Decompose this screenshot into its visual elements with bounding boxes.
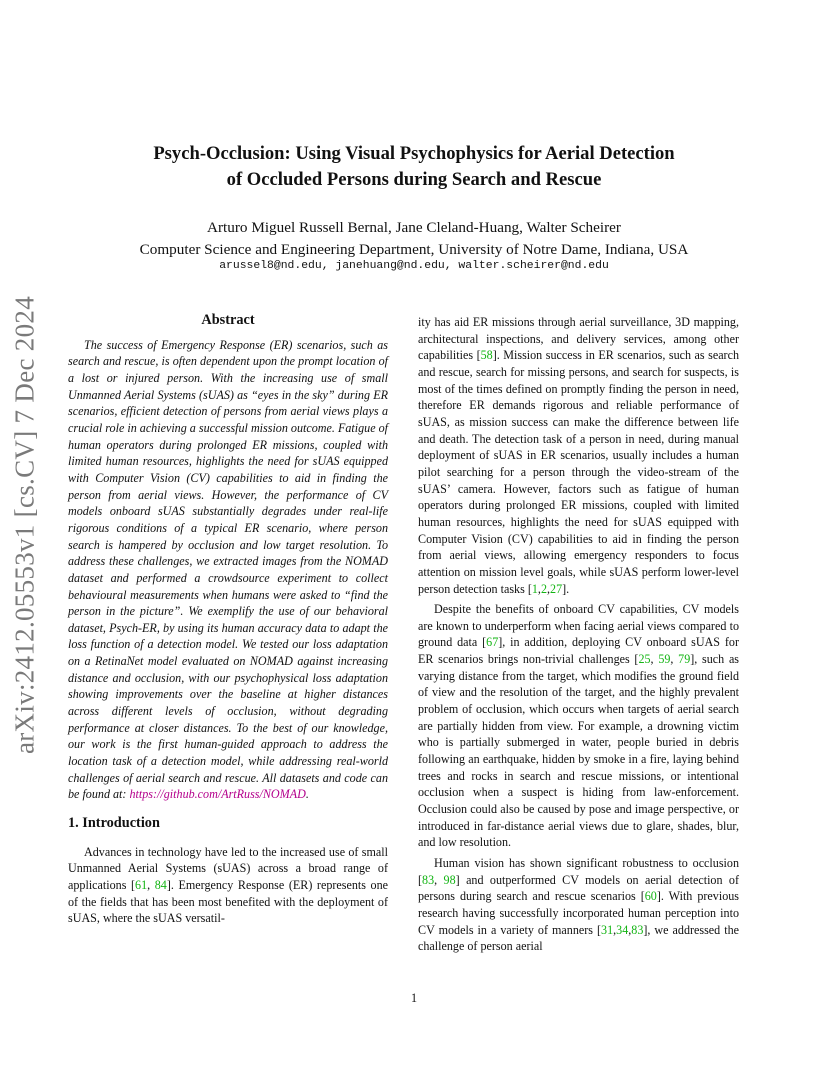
paper-title xyxy=(0,141,828,193)
paragraph-text: , xyxy=(650,652,659,667)
author-block xyxy=(0,217,828,261)
citation-link[interactable]: 25 xyxy=(638,652,651,667)
abstract-body xyxy=(68,337,388,803)
intro-p1-text: Advances in technology have led to the increased use of small Unmanned Aerial Systems (sUAS) across a broad range of applications [ xyxy=(68,844,388,892)
paragraph-text: ]. With previous research having successfully incorporated human perception into CV models in a variety of manners [ xyxy=(418,889,739,937)
citation-link[interactable]: 34 xyxy=(616,922,629,937)
paragraph-text: Human vision has shown significant robustness to occlusion [ xyxy=(418,856,739,887)
citation-link[interactable]: 98 xyxy=(443,872,456,887)
abstract-link-period: . xyxy=(305,787,309,802)
citation-link[interactable]: 59 xyxy=(658,652,671,667)
citation-link[interactable]: 67 xyxy=(486,635,499,650)
intro-paragraph-1 xyxy=(68,844,388,927)
intro-p1-text: ]. Emergency Response (ER) represents one of the fields that has been most benefited with the deployment of sUAS, where the sUAS versatil- xyxy=(68,878,388,926)
citation-link[interactable]: 31 xyxy=(601,922,614,937)
page-number: 1 xyxy=(410,991,418,1005)
paragraph-text: ], we addressed the challenge of person aerial xyxy=(418,922,739,954)
citation-link[interactable]: 60 xyxy=(644,889,657,904)
abstract-text: The success of Emergency Response (ER) scenarios, such as search and rescue, is often dependent upon the prompt location of a lost or injured person. With the increasing use of small Unmanned Aerial Systems (sUAS) as “eyes in the sky” during ER scenarios, efficient detection of persons from aerial views plays a crucial role in achieving a successful mission outcome. Fatigue of human operators during prolonged ER missions, coupled with limited human resources, highlights the need for sUAS equipped with Computer Vision (CV) capabilities to aid in finding the person from aerial views. However, the performance of CV models onboard sUAS substantially degrades under real-life rigorous conditions of a typical ER scenario, where person search is hampered by occlusion and low target resolution. To address these challenges, we extracted images from the NOMAD dataset and performed a crowdsource experiment to collect behavioural measurements when humans were asked to “find the person in the picture”. We exemplify the use of our behavioral dataset, Psych-ER, by using its human accuracy data to adapt the loss function of a detection model. We tested our loss adaptation on a RetinaNet model evaluated on NOMAD against increasing distance and occlusion, with our psychophysical loss adaptation showing improvements over the baseline at higher distances across different levels of occlusion, without degrading performance at closer distances. To the best of our knowledge, our work is the first human-guided approach to address the location task of a detection model, while addressing real-world challenges of aerial search and rescue. All datasets and code can be found at: xyxy=(68,337,388,802)
right-column xyxy=(418,314,739,955)
title-line-1: Psych-Occlusion: Using Visual Psychophysics for Aerial Detection xyxy=(153,143,675,164)
paragraph-text: ]. Mission success in ER scenarios, such as search and rescue, search for missing persons, and search for suspects, is most of the times defined on promptly finding the person in need, therefore ER demands rigorous and reliable performance of sUAS, as mission success can make the difference between life and death. The detection task of a person in need, during manual deployment of sUAS in ER scenarios, usually includes a human pilot searching for a person through the video-stream of the sUAS’ camera. However, factors such as fatigue of human operators during prolonged ER missions, coupled with limited human resources, highlights the need for sUAS equipped with Computer Vision (CV) capabilities to aid in finding the person from aerial views, allowing emergency responders to focus attention on mission level goals, while sUAS perform lower-level person detection tasks [ xyxy=(418,348,740,596)
citation-link[interactable]: 1 xyxy=(531,581,538,596)
paragraph-text: ]. xyxy=(562,581,570,596)
citation-link[interactable]: 83 xyxy=(422,872,435,887)
paragraph-text: , xyxy=(434,872,444,887)
abstract-heading: Abstract xyxy=(201,312,255,328)
paragraph-text: ] and outperformed CV models on aerial detection of persons during search and rescue scenarios [ xyxy=(418,872,739,904)
intro-paragraph-1-continued xyxy=(418,314,739,597)
intro-paragraph-2 xyxy=(418,601,739,851)
paragraph-text: ], such as varying distance from the target, which modifies the ground field of view and the resolution of the target, and the highly prevalent problem of occlusion, which occurs when targets of aerial search are partially hidden from view. For example, a drowning victim who is partially submerged in water, people buried in debris following an earthquake, hidden by smoke in a fire, laying behind trees and rocks in search and rescue missions, or intentional occlusion when a suspect is hiding from law-enforcement. Occlusion could also be caused by pose and image perspective, or introduced in far-distance aerial views due to glare, shades, blur, and low resolution. xyxy=(418,652,740,850)
arxiv-id-text: arXiv:2412.05553v1 [cs.CV] 7 Dec 2024 xyxy=(9,295,40,755)
intro-paragraph-3 xyxy=(418,855,739,955)
citation-link[interactable]: 84 xyxy=(154,878,167,892)
arxiv-identifier-stamp xyxy=(0,290,50,760)
citation-link[interactable]: 58 xyxy=(480,348,493,363)
author-affiliation: Computer Science and Engineering Department, University of Notre Dame, Indiana, USA xyxy=(139,241,689,258)
paragraph-text: , xyxy=(537,581,541,596)
citation-link[interactable]: 2 xyxy=(540,581,547,596)
code-repository-link[interactable]: https://github.com/ArtRuss/NOMAD xyxy=(129,787,306,802)
paragraph-text: ity has aid ER missions through aerial surveillance, 3D mapping, architectural inspections, and delivery services, among other capabilities [ xyxy=(418,315,739,363)
paragraph-text: ], in addition, deploying CV onboard sUAS for ER scenarios brings non-trivial challenges [ xyxy=(418,635,739,667)
paragraph-text: , xyxy=(670,652,679,667)
paragraph-text: , xyxy=(628,922,632,937)
introduction-heading: 1. Introduction xyxy=(68,815,160,832)
citation-link[interactable]: 79 xyxy=(678,652,691,667)
citation-separator: , xyxy=(147,878,155,892)
title-line-2: of Occluded Persons during Search and Rescue xyxy=(226,169,602,190)
left-column xyxy=(68,312,388,927)
paragraph-text: , xyxy=(613,922,617,937)
citation-link[interactable]: 27 xyxy=(550,581,563,596)
paragraph-text: , xyxy=(546,581,551,596)
citation-link[interactable]: 83 xyxy=(631,922,644,937)
paragraph-text: Despite the benefits of onboard CV capabilities, CV models are known to underperform when facing aerial views compared to ground data [ xyxy=(418,602,739,650)
author-names: Arturo Miguel Russell Bernal, Jane Cleland-Huang, Walter Scheirer xyxy=(207,219,621,236)
citation-link[interactable]: 61 xyxy=(135,878,148,892)
author-emails: arussel8@nd.edu, janehuang@nd.edu, walter.scheirer@nd.edu xyxy=(219,260,609,272)
